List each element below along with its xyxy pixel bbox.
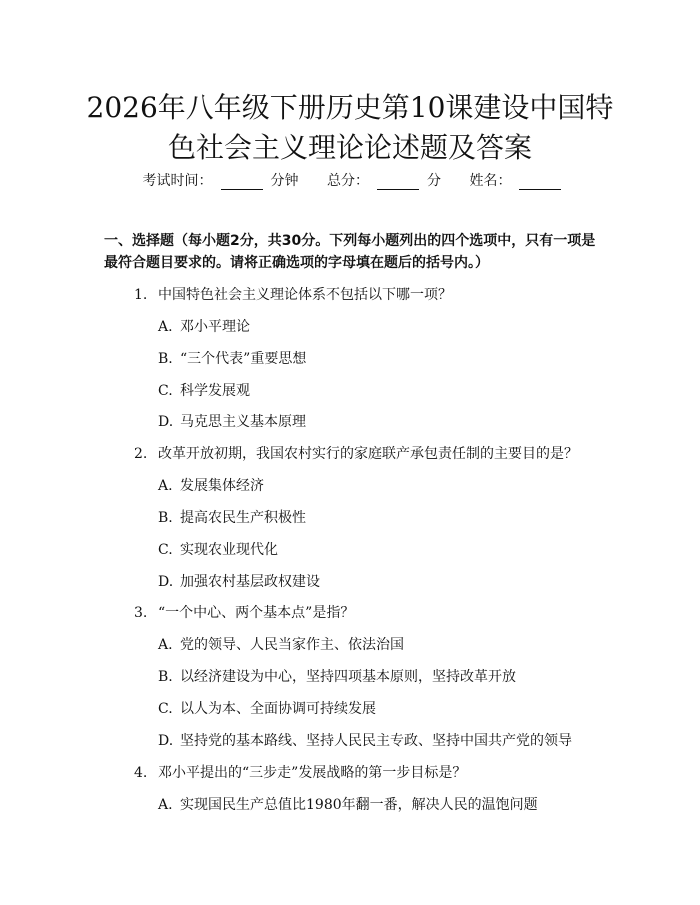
exam-score-unit: 分	[427, 173, 441, 189]
title-line-1: 2026年八年级下册历史第10课建设中国特	[86, 91, 614, 124]
option-text: 实现国民生产总值比1980年翻一番，解决人民的温饱问题	[180, 797, 538, 813]
question-1	[134, 284, 452, 304]
option-text: 加强农村基层政权建设	[180, 574, 320, 590]
exam-score-label: 总分：	[327, 173, 369, 189]
option	[158, 794, 538, 814]
question-4	[134, 762, 466, 782]
exam-time-unit: 分钟	[270, 173, 299, 189]
option-letter: C.	[158, 383, 173, 399]
option	[158, 666, 516, 686]
question-number: 1.	[134, 287, 148, 303]
option-letter: A.	[158, 637, 173, 653]
exam-time	[137, 173, 305, 189]
option-text: 坚持党的基本路线、坚持人民民主专政、坚持中国共产党的领导	[180, 733, 572, 749]
option-letter: D.	[158, 414, 174, 430]
option-letter: D.	[158, 574, 174, 590]
option	[158, 730, 572, 750]
option-letter: A.	[158, 319, 173, 335]
option-text: 发展集体经济	[180, 478, 264, 494]
option-text: 马克思主义基本原理	[180, 414, 306, 430]
question-number: 2.	[134, 446, 148, 462]
exam-name	[463, 173, 563, 189]
question-number: 4.	[134, 765, 148, 781]
option	[158, 411, 306, 431]
option	[158, 571, 320, 591]
section-title: 一、选择题（每小题2分，共30分。下列每小题列出的四个选项中，只有一项是最符合题目要求的。请将正确选项的字母填在题后的括号内。）	[104, 233, 596, 271]
option-letter: C.	[158, 701, 173, 717]
option	[158, 380, 250, 400]
exam-score-blank	[377, 175, 419, 190]
option	[158, 316, 250, 336]
question-text: 改革开放初期，我国农村实行的家庭联产承包责任制的主要目的是？	[158, 446, 578, 462]
option-letter: B.	[158, 669, 173, 685]
exam-name-label: 姓名：	[469, 173, 512, 189]
option	[158, 634, 404, 654]
option	[158, 348, 306, 368]
title-line-2: 色社会主义理论论述题及答案	[167, 131, 532, 164]
document-title	[70, 88, 630, 168]
option-letter: A.	[158, 478, 173, 494]
question-3	[134, 602, 354, 622]
question-number: 3.	[134, 605, 148, 621]
exam-time-label: 考试时间：	[142, 173, 213, 189]
option-text: 邓小平理论	[180, 319, 250, 335]
option-text: 以经济建设为中心，坚持四项基本原则，坚持改革开放	[180, 669, 516, 685]
option	[158, 698, 376, 718]
question-text: “一个中心、两个基本点”是指？	[158, 605, 355, 621]
option-text: 科学发展观	[180, 383, 250, 399]
option-text: 以人为本、全面协调可持续发展	[180, 701, 376, 717]
exam-info	[0, 170, 700, 190]
option-letter: C.	[158, 542, 173, 558]
option-letter: B.	[158, 510, 173, 526]
exam-time-blank	[221, 175, 263, 190]
option-letter: B.	[158, 351, 173, 367]
exam-name-blank	[519, 175, 561, 190]
option-text: 实现农业现代化	[180, 542, 278, 558]
option	[158, 539, 278, 559]
option	[158, 507, 306, 527]
option-letter: A.	[158, 797, 173, 813]
option-text: “三个代表”重要思想	[180, 351, 307, 367]
exam-score	[321, 173, 447, 189]
question-text: 中国特色社会主义理论体系不包括以下哪一项？	[158, 287, 452, 303]
question-2	[134, 443, 578, 463]
question-text: 邓小平提出的“三步走”发展战略的第一步目标是？	[158, 765, 467, 781]
option-letter: D.	[158, 733, 174, 749]
option	[158, 475, 264, 495]
option-text: 提高农民生产积极性	[180, 510, 306, 526]
option-text: 党的领导、人民当家作主、依法治国	[180, 637, 404, 653]
